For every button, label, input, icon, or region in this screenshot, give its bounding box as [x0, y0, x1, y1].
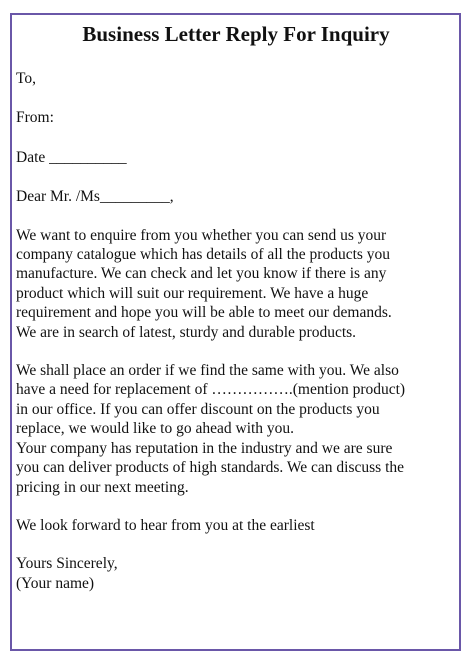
paragraph-order	[16, 361, 446, 497]
paragraph-line: product which will suit our requirement. We have a huge	[16, 284, 369, 302]
from-line: From:	[16, 109, 54, 127]
paragraph-enquiry	[16, 226, 446, 342]
signature-placeholder: (Your name)	[16, 574, 95, 592]
paragraph-line: you can deliver products of high standards. We can discuss the	[16, 459, 405, 477]
salutation: Dear Mr. /Ms_________,	[16, 188, 174, 206]
date-line: Date __________	[16, 148, 127, 166]
paragraph-line: company catalogue which has details of all the products you	[16, 246, 391, 264]
paragraph-line: Your company has reputation in the industry and we are sure	[16, 439, 393, 457]
paragraph-line: We are in search of latest, sturdy and durable products.	[16, 323, 357, 341]
letter-title: Business Letter Reply For Inquiry	[82, 22, 390, 46]
signoff: Yours Sincerely,	[16, 555, 118, 573]
paragraph-line: requirement and hope you will be able to meet our demands.	[16, 304, 392, 322]
paragraph-line: We want to enquire from you whether you can send us your	[16, 226, 387, 244]
to-line: To,	[16, 70, 37, 87]
paragraph-line: replace, we would like to go ahead with you.	[16, 420, 295, 438]
closing-line: We look forward to hear from you at the earliest	[16, 516, 315, 534]
paragraph-line: have a need for replacement of …………….(mention product)	[16, 381, 406, 399]
letter-body	[16, 20, 446, 593]
paragraph-line: in our office. If you can offer discount on the products you	[16, 400, 380, 418]
paragraph-line: pricing in our next meeting.	[16, 478, 189, 496]
paragraph-line: We shall place an order if we find the same with you. We also	[16, 362, 399, 380]
paragraph-line: manufacture. We can check and let you know if there is any	[16, 265, 387, 283]
